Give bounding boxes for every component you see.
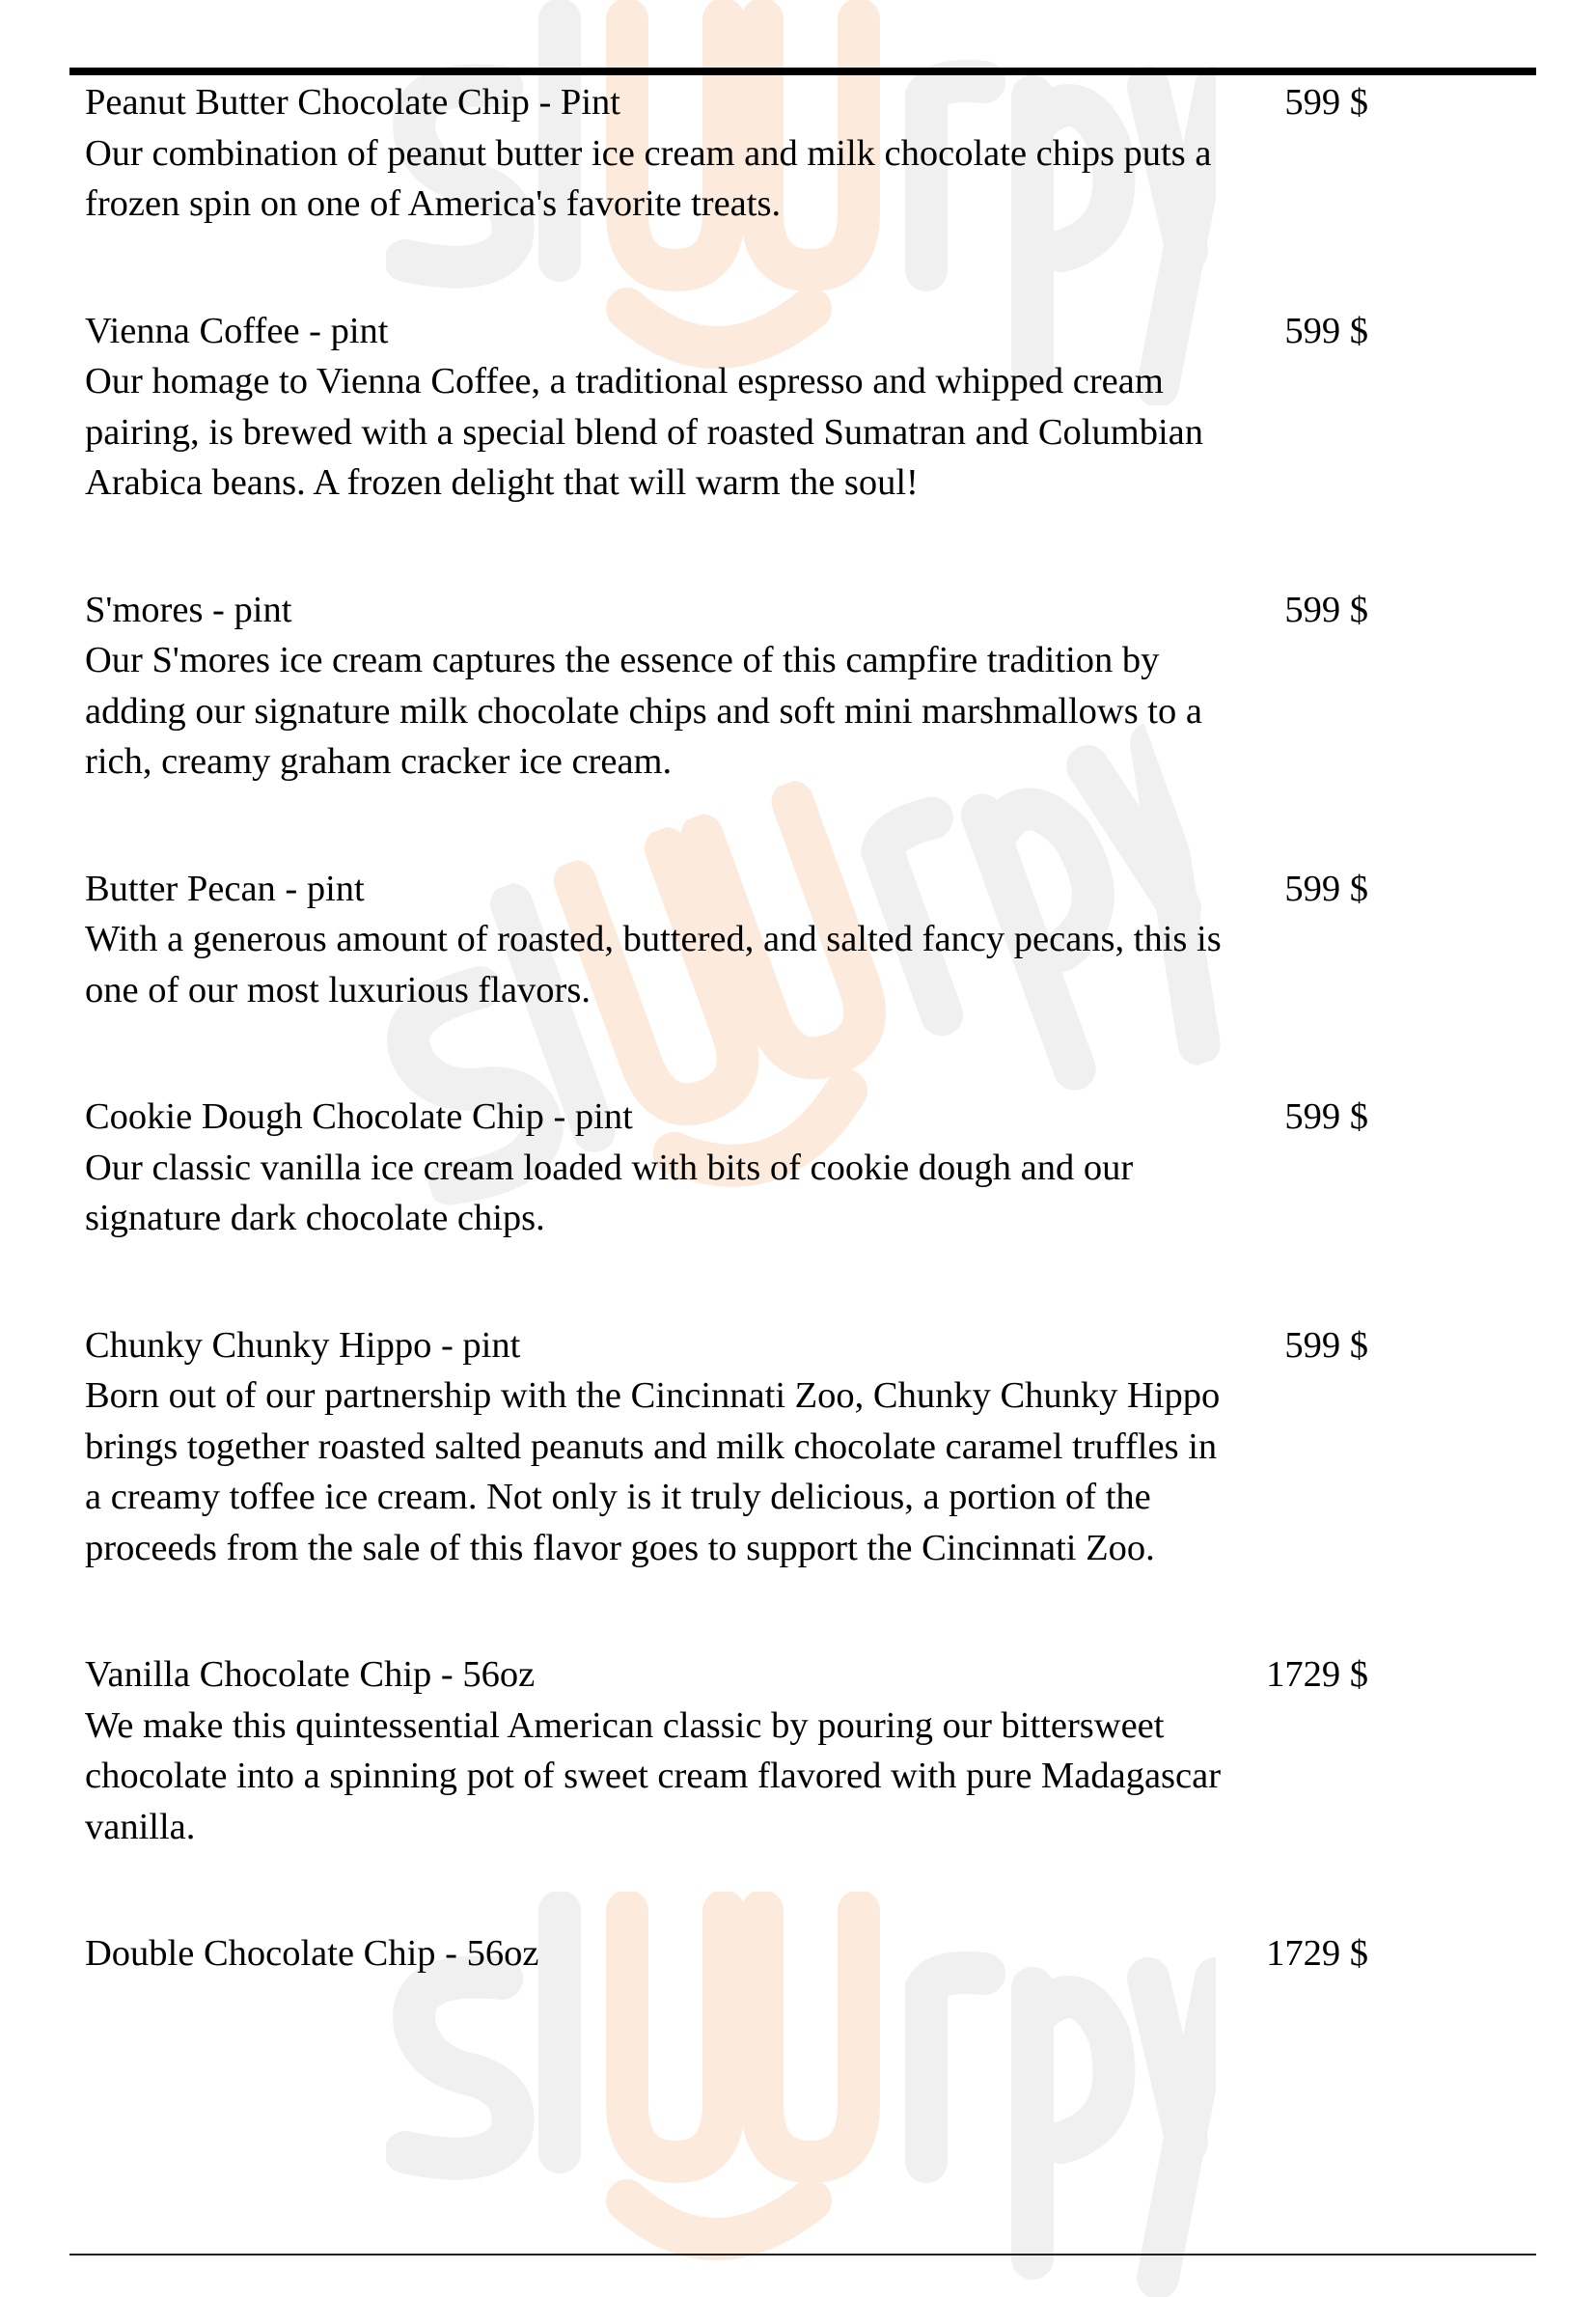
menu-item <box>85 1649 1368 1852</box>
item-name: S'mores - pint <box>85 589 292 630</box>
menu-item <box>85 864 1368 1016</box>
item-name: Vanilla Chocolate Chip - 56oz <box>85 1654 536 1695</box>
item-price: 599 $ <box>1284 589 1368 630</box>
menu-item <box>85 585 1368 788</box>
item-name: Cookie Dough Chocolate Chip - pint <box>85 1096 633 1137</box>
item-description: We make this quintessential American classic by pouring our bittersweet chocolate into a spinning pot of sweet cream flavored with pure Madagascar vanilla. <box>85 1704 1222 1847</box>
top-divider <box>69 68 1536 75</box>
item-name: Butter Pecan - pint <box>85 868 365 909</box>
item-description: With a generous amount of roasted, buttered, and salted fancy pecans, this is one of our most luxurious flavors. <box>85 919 1222 1010</box>
item-name: Double Chocolate Chip - 56oz <box>85 1933 539 1974</box>
item-price: 599 $ <box>1284 310 1368 351</box>
menu-item <box>85 306 1368 509</box>
menu-item <box>85 1320 1368 1574</box>
item-price: 599 $ <box>1284 868 1368 909</box>
item-price: 599 $ <box>1284 82 1368 123</box>
item-name: Chunky Chunky Hippo - pint <box>85 1324 521 1366</box>
item-name: Peanut Butter Chocolate Chip - Pint <box>85 82 620 123</box>
bottom-divider <box>69 2254 1536 2255</box>
item-price: 599 $ <box>1284 1324 1368 1366</box>
item-price: 599 $ <box>1284 1096 1368 1137</box>
menu-item <box>85 77 1368 230</box>
item-description: Our homage to Vienna Coffee, a traditional espresso and whipped cream pairing, is brewed with a special blend of roasted Sumatran and Columbian Arabica beans. A frozen delight that will warm the soul! <box>85 361 1203 503</box>
item-description: Our S'mores ice cream captures the essence of this campfire tradition by adding our signature milk chocolate chips and soft mini marshmallows to a rich, creamy graham cracker ice cream. <box>85 640 1202 782</box>
menu-item <box>85 1928 1368 1979</box>
item-price: 1729 $ <box>1266 1933 1368 1974</box>
item-description: Born out of our partnership with the Cincinnati Zoo, Chunky Chunky Hippo brings together roasted salted peanuts and milk chocolate caramel truffles in a creamy toffee ice cream. Not only is it truly delicious, a portion of the proceeds from the sale of this flavor goes to support the Cincinnati Zoo. <box>85 1375 1221 1568</box>
menu-item <box>85 1092 1368 1244</box>
item-description: Our combination of peanut butter ice cream and milk chocolate chips puts a frozen spin on one of America's favorite treats. <box>85 132 1212 224</box>
menu-list <box>85 77 1368 2056</box>
item-price: 1729 $ <box>1266 1654 1368 1695</box>
item-description: Our classic vanilla ice cream loaded with bits of cookie dough and our signature dark chocolate chips. <box>85 1147 1134 1238</box>
item-name: Vienna Coffee - pint <box>85 310 389 351</box>
